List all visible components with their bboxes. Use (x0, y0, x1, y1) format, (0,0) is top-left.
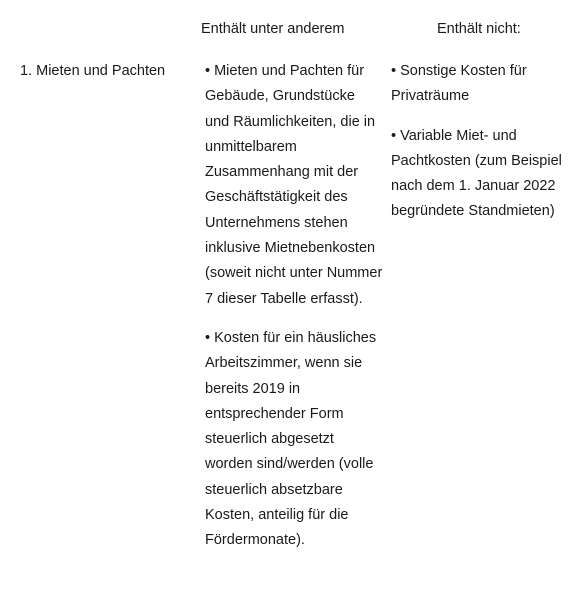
includes-item-rent-lease: • Mieten und Pachten für Gebäude, Grundstücke und Räumlichkeiten, die in unmittelbarem Zusammenhang mit der Geschäftstätigkeit des Unternehmens stehen inklusive Mietnebenkosten (soweit nicht unter Nummer 7 dieser Tabelle erfasst). (205, 63, 383, 307)
excludes-cell (391, 59, 563, 225)
row-label-rent-and-lease: 1. Mieten und Pachten (20, 63, 166, 79)
includes-cell (205, 59, 383, 554)
includes-item-home-office: • Kosten für ein häusliches Arbeitszimmer, wenn sie bereits 2019 in entsprechender Form steuerlich abgesetzt worden sind/werden (volle steuerlich absetzbare Kosten, anteilig für die Fördermonate). (205, 329, 377, 549)
excludes-item-private-rooms: • Sonstige Kosten für Privaträume (391, 63, 527, 105)
excludes-item-variable-rent: • Variable Miet- und Pachtkosten (zum Beispiel nach dem 1. Januar 2022 begründete Standmieten) (391, 127, 562, 220)
header-includes: Enthält unter anderem (201, 21, 345, 37)
header-excludes: Enthält nicht: (437, 21, 521, 37)
